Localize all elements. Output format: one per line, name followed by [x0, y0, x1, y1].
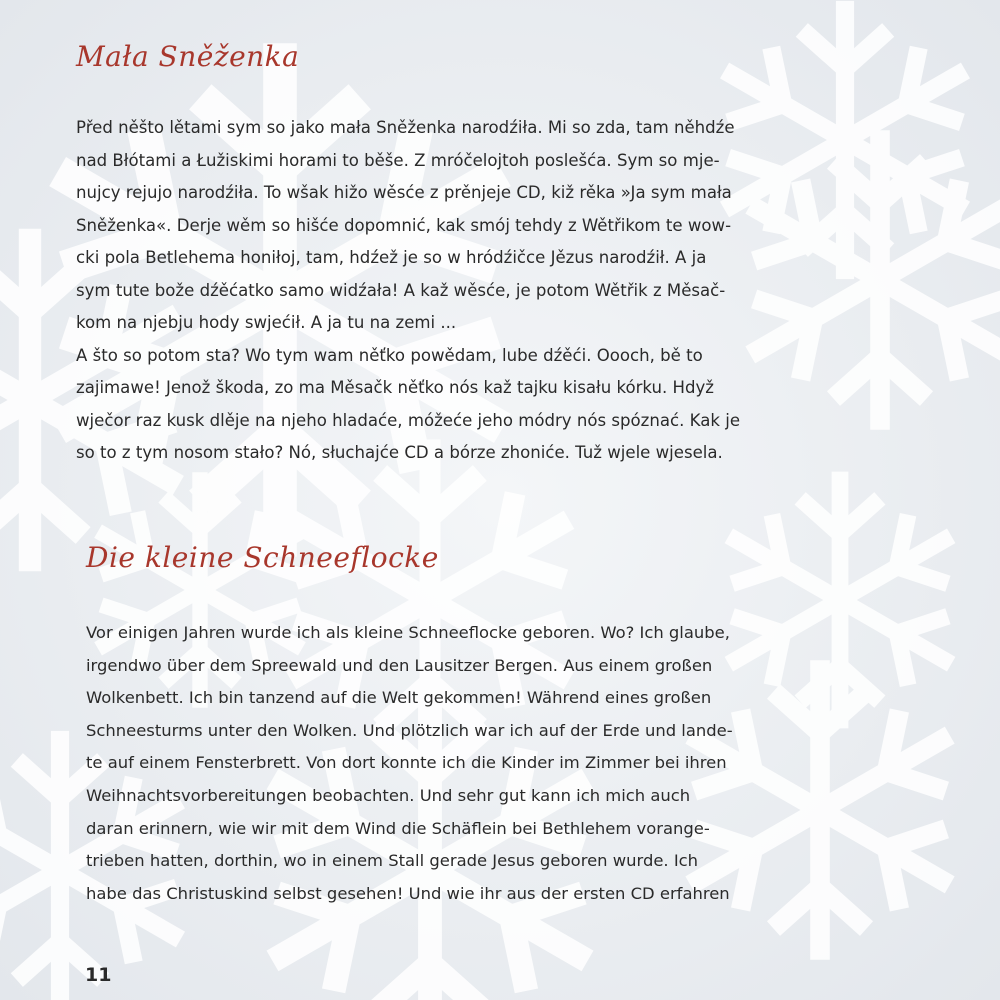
text-line: kom na njebju hody swjećił. A ja tu na zemi ... — [76, 313, 457, 332]
text-line: Sněženka«. Derje wěm so hišće dopomnić, kak smój tehdy z Wětřikom te wow- — [76, 215, 732, 235]
text-line: irgendwo über dem Spreewald und den Lausitzer Bergen. Aus einem großen — [86, 655, 713, 675]
text-line: nujcy rejujo narodźiła. To wšak hižo wěsće z prěnjeje CD, kiž rěka »Ja sym mała — [76, 183, 732, 202]
text-line: cki pola Betlehema honiłoj, tam, hdźež je so w hródźičce Jězus narodźił. A ja — [76, 248, 707, 267]
text-line: so to z tym nosom stało? Nó, słuchajće CD a bórze zhoniće. Tuž wjele wjesela. — [76, 443, 723, 462]
page-number: 11 — [85, 964, 112, 986]
text-line: Wolkenbett. Ich bin tanzend auf die Welt gekommen! Während eines großen — [86, 688, 712, 708]
text-line: te auf einem Fensterbrett. Von dort konnte ich die Kinder im Zimmer bei ihren — [86, 753, 727, 773]
paragraph-german — [86, 617, 1000, 910]
paragraph-sorbian — [76, 112, 1000, 470]
text-line: sym tute bože dźěćatko samo widźała! A kaž wěsće, je potom Wětřik z Měsač- — [76, 280, 726, 300]
text-line: A što so potom sta? Wo tym wam něťko powědam, lube dźěći. Oooch, bě to — [76, 345, 703, 365]
text-line: daran erinnern, wie wir mit dem Wind die Schäflein bei Bethlehem vorange- — [86, 818, 710, 838]
text-line: Vor einigen Jahren wurde ich als kleine Schneeflocke geboren. Wo? Ich glaube, — [86, 623, 730, 642]
text-line: Weihnachtsvorbereitungen beobachten. Und sehr gut kann ich mich auch — [86, 785, 691, 805]
text-line: nad Błótami a Łužiskimi horami to běše. Z mróčelojtoh poslešća. Sym so mje- — [76, 150, 720, 170]
section-title-german: Die kleine Schneeflocke — [86, 541, 439, 574]
text-line: Schneesturms unter den Wolken. Und plötzlich war ich auf der Erde und lande- — [86, 720, 733, 740]
text-line: Před něšto lětami sym so jako mała Sněženka narodźiła. Mi so zda, tam něhdźe — [76, 118, 735, 137]
text-line: habe das Christuskind selbst gesehen! Und wie ihr aus der ersten CD erfahren — [86, 883, 730, 903]
text-line: trieben hatten, dorthin, wo in einem Stall gerade Jesus geboren wurde. Ich — [86, 851, 699, 871]
text-line: wječor raz kusk dlěje na njeho hladaće, móžeće jeho módry nós spóznać. Kak je — [76, 410, 741, 430]
section-title-sorbian: Mała Sněženka — [76, 40, 300, 73]
text-line: zajimawe! Jenož škoda, zo ma Měsačk něťko nós kaž tajku kisału kórku. Hdyž — [76, 378, 715, 397]
